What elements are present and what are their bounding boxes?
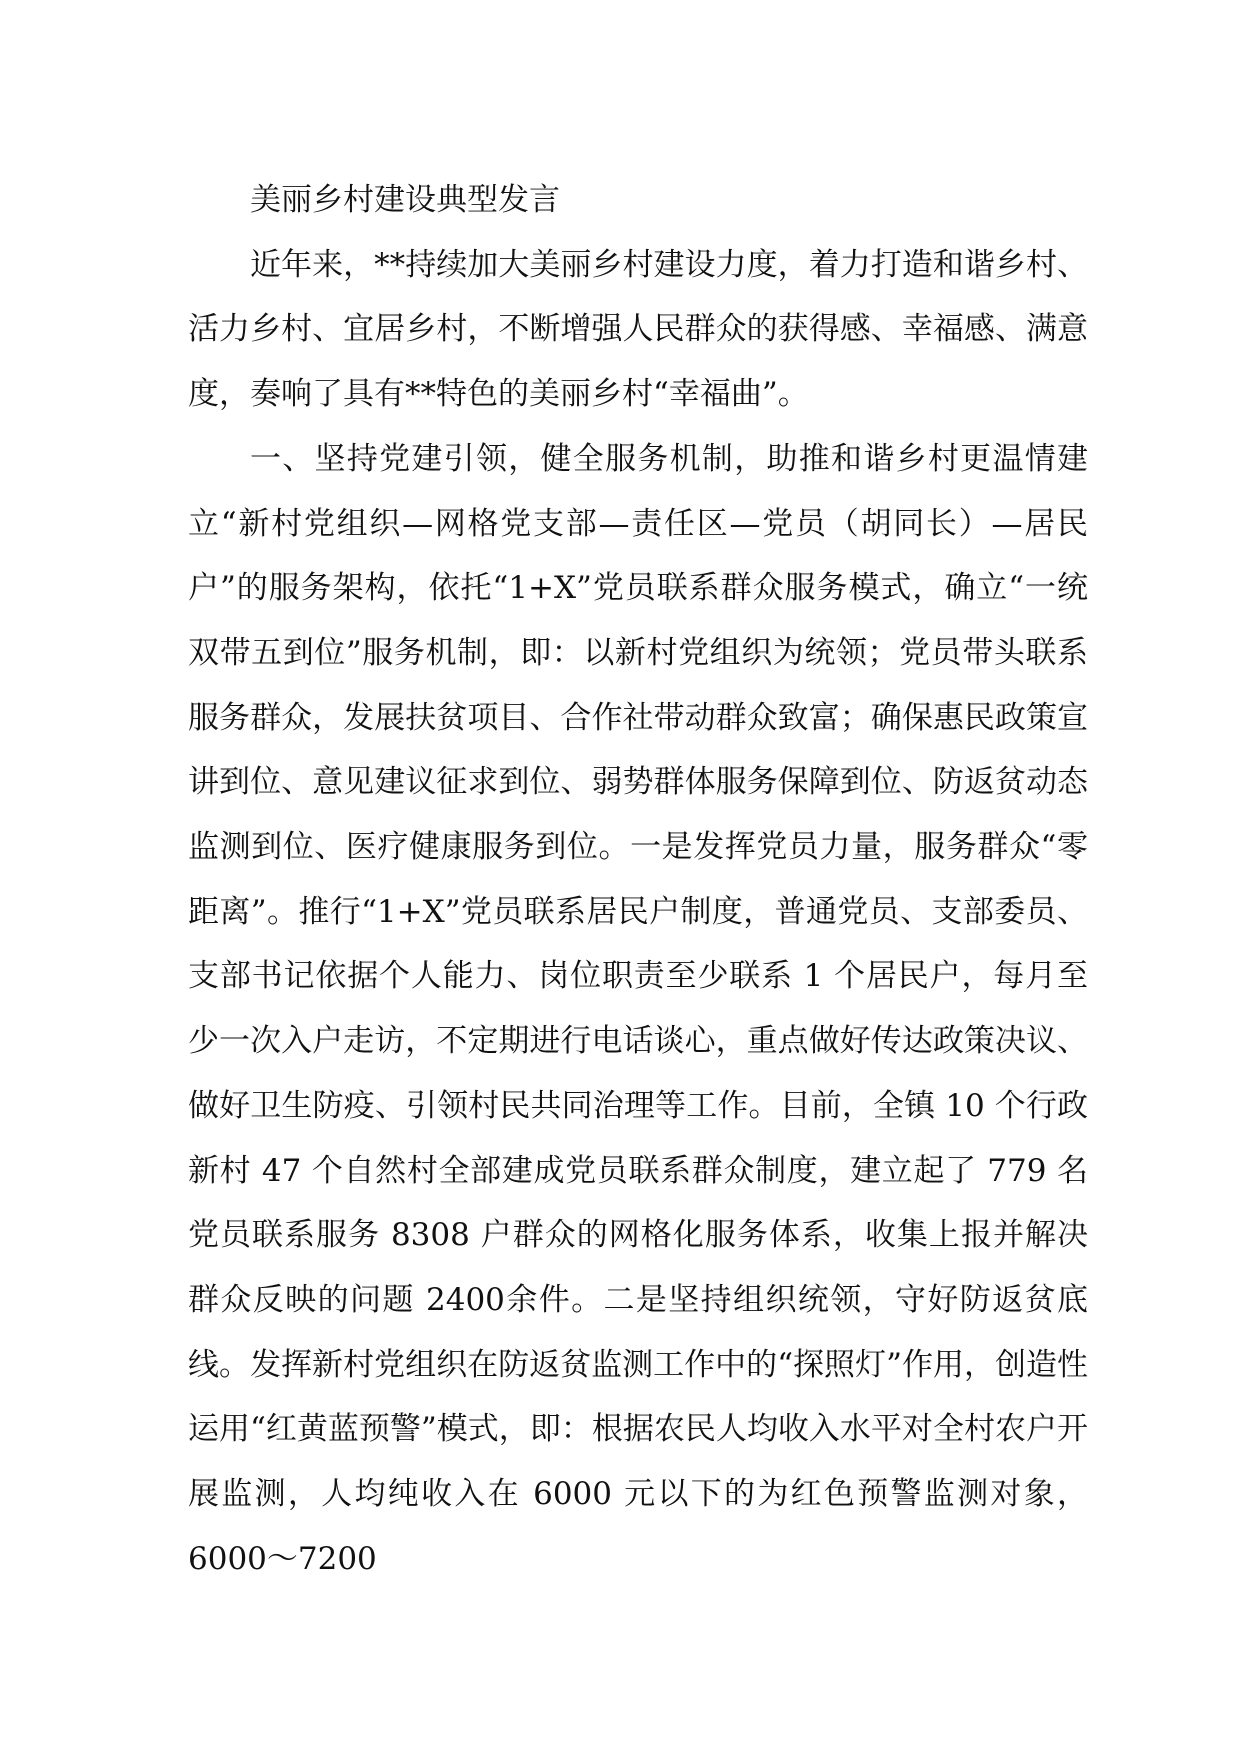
document-body xyxy=(188,168,1088,1591)
section-one-paragraph: 一、坚持党建引领，健全服务机制，助推和谐乡村更温情建立“新村党组织—网格党支部—责任区—党员（胡同长）—居民户”的服务架构，依托“1+X”党员联系群众服务模式，确立“一统双带五到位”服务机制，即：以新村党组织为统领；党员带头联系服务群众，发展扶贫项目、合作社带动群众致富；确保惠民政策宣讲到位、意见建议征求到位、弱势群体服务保障到位、防返贫动态监测到位、医疗健康服务到位。一是发挥党员力量，服务群众“零距离”。推行“1+X”党员联系居民户制度，普通党员、支部委员、支部书记依据个人能力、岗位职责至少联系 1 个居民户，每月至少一次入户走访，不定期进行电话谈心，重点做好传达政策决议、做好卫生防疫、引领村民共同治理等工作。目前，全镇 10 个行政新村 47 个自然村全部建成党员联系群众制度，建立起了 779 名党员联系服务 8308 户群众的网格化服务体系，收集上报并解决群众反映的问题 2400余件。二是坚持组织统领，守好防返贫底线。发挥新村党组织在防返贫监测工作中的“探照灯”作用，创造性运用“红黄蓝预警”模式，即：根据农民人均收入水平对全村农户开展监测，人均纯收入在 6000 元以下的为红色预警监测对象，6000～7200 xyxy=(188,440,1088,1577)
intro-paragraph: 近年来，**持续加大美丽乡村建设力度，着力打造和谐乡村、活力乡村、宜居乡村，不断增强人民群众的获得感、幸福感、满意度，奏响了具有**特色的美丽乡村“幸福曲”。 xyxy=(188,246,1088,413)
document-title: 美丽乡村建设典型发言 xyxy=(250,182,560,218)
